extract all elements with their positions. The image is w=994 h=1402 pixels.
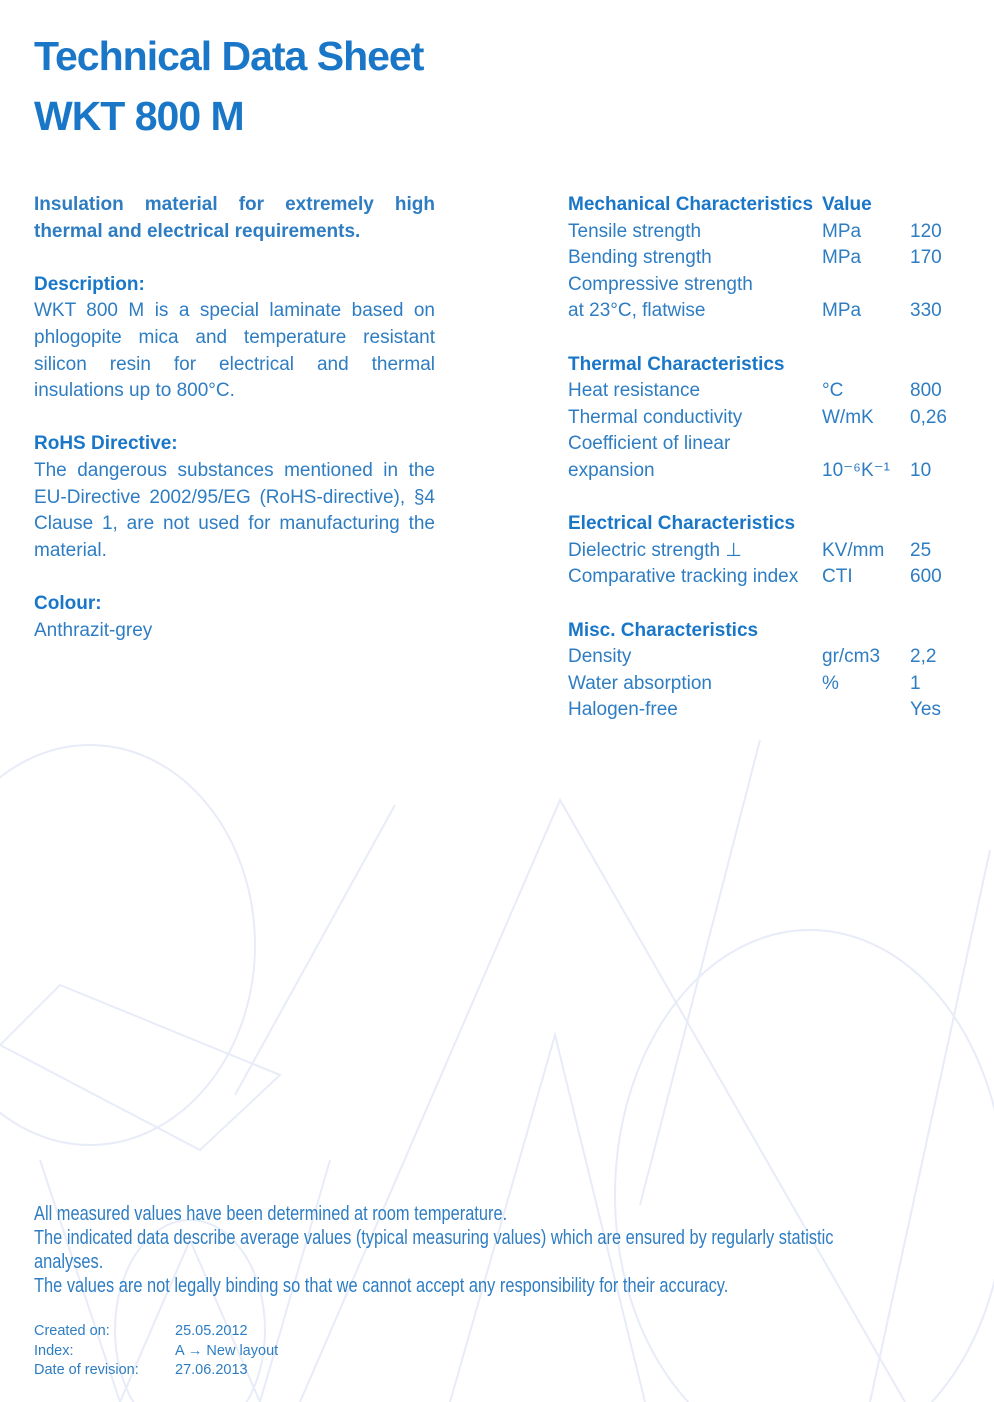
- property-unit: CTI: [822, 566, 853, 588]
- table-row: [568, 378, 960, 405]
- property-unit: KV/mm: [822, 539, 885, 561]
- table-heading-row: [568, 352, 960, 379]
- table-row: [568, 564, 960, 591]
- property-name: Density: [568, 646, 632, 668]
- electrical-characteristics-table: [568, 511, 960, 591]
- page-title-line1: Technical Data Sheet: [34, 33, 424, 79]
- property-name: Compressive strength: [568, 273, 753, 295]
- meta-label: Created on:: [34, 1323, 110, 1339]
- property-value: 600: [910, 566, 942, 588]
- table-row: [568, 538, 960, 565]
- value-column-header: Value: [822, 194, 872, 215]
- table-heading: Electrical Characteristics: [568, 513, 796, 535]
- table-row: [568, 644, 960, 671]
- table-heading: Mechanical Characteristics: [568, 194, 814, 215]
- page-title-line2: WKT 800 M: [34, 93, 244, 139]
- property-unit: MPa: [822, 300, 862, 322]
- property-value: [910, 272, 960, 299]
- property-name: Water absorption: [568, 672, 712, 694]
- table-row: [568, 431, 960, 458]
- table-heading-row: [568, 511, 960, 538]
- meta-value: 27.06.2013: [175, 1362, 248, 1378]
- property-value: 25: [910, 539, 932, 561]
- property-value: 10: [910, 459, 932, 481]
- property-value: 330: [910, 300, 942, 322]
- property-unit: gr/cm3: [822, 646, 881, 668]
- thermal-characteristics-table: [568, 352, 960, 485]
- property-name: Heat resistance: [568, 380, 701, 402]
- property-value: 120: [910, 220, 942, 242]
- meta-label: Date of revision:: [34, 1362, 139, 1378]
- rohs-heading: RoHS Directive:: [34, 433, 178, 455]
- table-heading-row: [568, 192, 960, 219]
- body-columns: [34, 192, 960, 724]
- characteristics-column: [568, 192, 960, 724]
- disclaimer-line: All measured values have been determined at room temperature.: [34, 1202, 508, 1225]
- mechanical-characteristics-table: [568, 192, 960, 325]
- property-name: Bending strength: [568, 247, 712, 269]
- disclaimer-line: The values are not legally binding so that we cannot accept any responsibility for their accuracy.: [34, 1274, 729, 1297]
- meta-row-revision: [34, 1361, 278, 1381]
- misc-characteristics-table: [568, 618, 960, 724]
- property-name: Halogen-free: [568, 699, 678, 721]
- property-name: Dielectric strength ⊥: [568, 539, 742, 561]
- description-heading: Description:: [34, 273, 145, 295]
- disclaimer-line: analyses.: [34, 1250, 104, 1273]
- meta-label: Index:: [34, 1342, 74, 1359]
- property-unit: [822, 697, 910, 724]
- table-row: [568, 405, 960, 432]
- table-row: [568, 272, 960, 299]
- property-unit: 10⁻⁶K⁻¹: [822, 459, 891, 481]
- property-value: 800: [910, 380, 942, 402]
- table-row: [568, 458, 960, 485]
- meta-value: 25.05.2012: [175, 1323, 248, 1339]
- property-name: Coefficient of linear: [568, 433, 731, 455]
- property-name: Tensile strength: [568, 220, 702, 242]
- property-name: expansion: [568, 459, 655, 481]
- revision-metadata: [34, 1322, 278, 1381]
- property-value: 2,2: [910, 646, 937, 668]
- property-value: [910, 431, 960, 458]
- intro-statement: Insulation material for extremely high thermal and electrical requirements.: [34, 194, 435, 242]
- colour-heading: Colour:: [34, 592, 102, 614]
- meta-row-index: [34, 1342, 278, 1362]
- property-unit: W/mK: [822, 406, 874, 428]
- disclaimer-text: [34, 1202, 833, 1298]
- colour-value: Anthrazit-grey: [34, 619, 153, 641]
- rohs-body: The dangerous substances mentioned in the EU-Directive 2002/95/EG (RoHS-directive), §4 Clause 1, are not used for manufacturing the material.: [34, 459, 435, 561]
- property-value: 170: [910, 247, 942, 269]
- disclaimer-line: The indicated data describe average values (typical measuring values) which are ensured by regularly statistic: [34, 1226, 834, 1249]
- property-unit: MPa: [822, 220, 862, 242]
- table-row: [568, 697, 960, 724]
- table-row: [568, 219, 960, 246]
- table-heading: Misc. Characteristics: [568, 619, 759, 641]
- property-unit: [822, 431, 910, 458]
- property-unit: [822, 272, 910, 299]
- property-value: 1: [910, 672, 921, 694]
- property-unit: MPa: [822, 247, 862, 269]
- table-row: [568, 298, 960, 325]
- property-name: at 23°C, flatwise: [568, 300, 706, 322]
- property-name: Comparative tracking index: [568, 566, 799, 588]
- meta-value: A → New layout: [175, 1342, 279, 1359]
- description-column: [34, 192, 435, 724]
- description-body: WKT 800 M is a special laminate based on phlogopite mica and temperature resistant silicon resin for electrical and thermal insulations up to 800°C.: [34, 300, 435, 402]
- table-heading-row: [568, 618, 960, 645]
- property-unit: °C: [822, 380, 844, 402]
- document-header: [34, 26, 423, 146]
- property-value: 0,26: [910, 406, 947, 428]
- property-unit: %: [822, 672, 839, 694]
- table-row: [568, 671, 960, 698]
- table-heading: Thermal Characteristics: [568, 353, 785, 375]
- table-row: [568, 245, 960, 272]
- property-name: Thermal conductivity: [568, 406, 743, 428]
- property-value: Yes: [910, 699, 941, 721]
- meta-row-created: [34, 1322, 278, 1342]
